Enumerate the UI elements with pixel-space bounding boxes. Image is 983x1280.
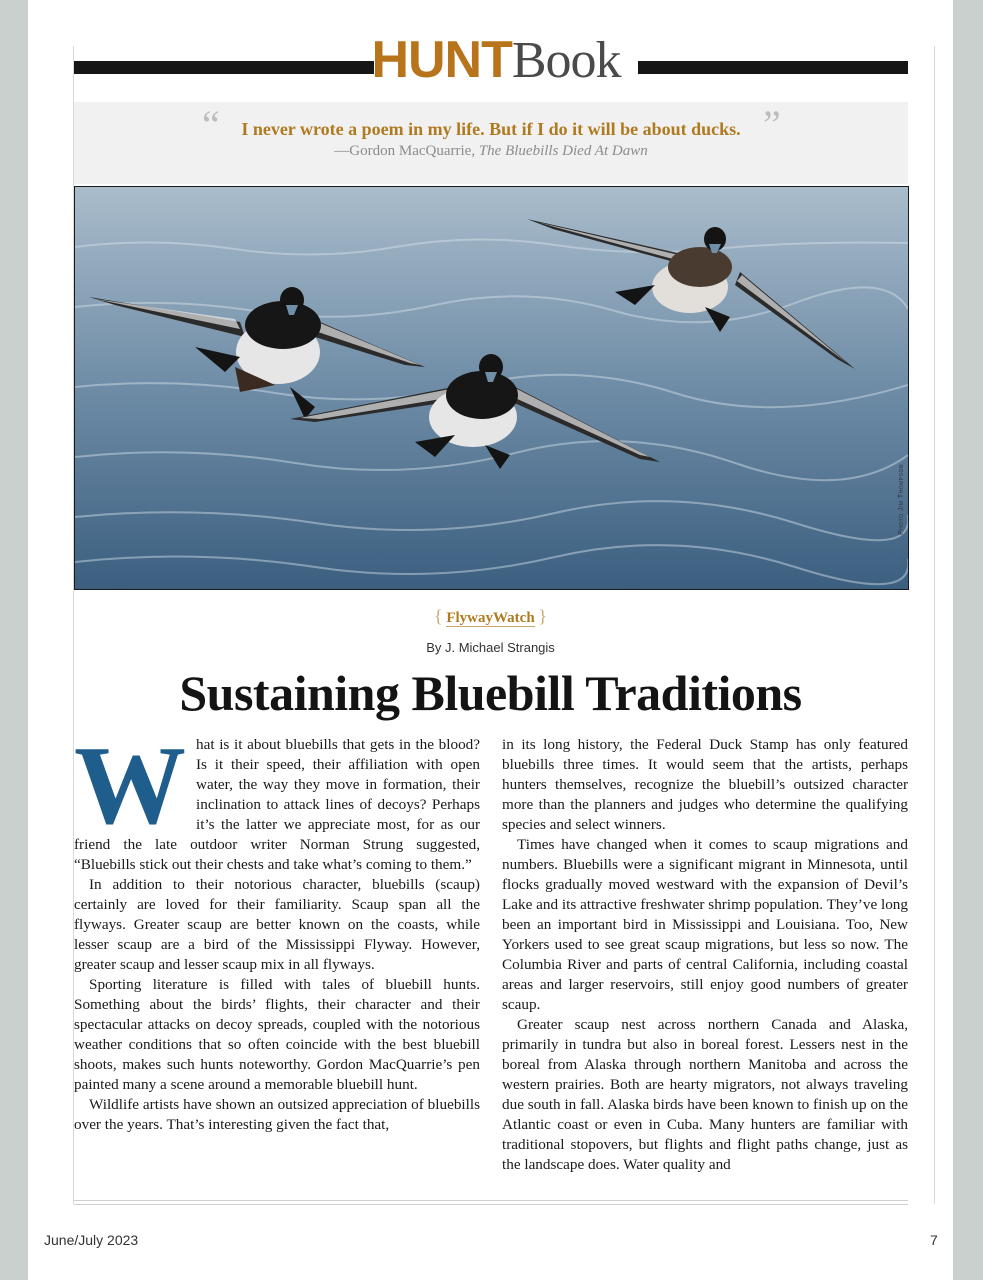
magazine-page: [28, 0, 953, 1280]
paragraph: [74, 724, 480, 875]
page-number: 7: [930, 1232, 938, 1248]
paragraph: In addition to their notorious character, bluebills (scaup) certainly are loved for their familiarity. Scaup span all the flyways. Greater scaup are better known on the coasts, while lesser scaup are a bird of the Mississippi Flyway. However, greater scaup and lesser scaup mix in all flyways.: [74, 876, 480, 973]
drop-cap: W: [74, 724, 186, 848]
quote-text: I never wrote a poem in my life. But if I do it will be about ducks.: [241, 119, 741, 139]
department-label: FlywayWatch: [446, 610, 535, 626]
article-column-right: [502, 735, 908, 1175]
pull-quote: [74, 102, 908, 184]
issue-date: June/July 2023: [44, 1232, 139, 1248]
department-tag: [28, 606, 953, 627]
paragraph: Greater scaup nest across northern Canada and Alaska, primarily in tundra but also in boreal forest. Lessers nest in the boreal from Alaska through northern Manitoba and across the western prairies. Both are hearty migrators, not always traveling due south in fall. Alaska birds have been known to finish up on the Atlantic coast or even in Cuba. Many hunters are familiar with traditional stopovers, but flights and flight paths change, just as the landscape does. Water quality and: [502, 1016, 908, 1173]
paragraph: Sporting literature is filled with tales of bluebill hunts. Something about the birds’ flights, their character and their spectacular attacks on decoy spreads, coupled with the notorious weather conditions that so often coincide with the best bluebill shoots, makes such hunts noteworthy. Gordon MacQuarrie’s pen painted many a scene around a memorable bluebill hunt.: [74, 976, 480, 1093]
paragraph: Times have changed when it comes to scaup migrations and numbers. Bluebills were a significant migrant in Minnesota, until flocks gradually moved westward with the expansion of Devil’s Lake and its attractive freshwater shrimp population. They’ve long been an important bird in Mississippi and Louisiana. Too, New Yorkers used to see great scaup migrations, but less so now. The Columbia River and parts of central California, including coastal areas and larger reservoirs, still enjoy good numbers of greater scaup.: [502, 836, 908, 1013]
paragraph: in its long history, the Federal Duck Stamp has only featured bluebills three times. It would seem that the artists, perhaps hunters themselves, recognize the bluebill’s outsized character more than the planners and judges who determine the qualifying species and select winners.: [502, 736, 908, 833]
masthead-title: [346, 30, 646, 91]
ducks-illustration: [75, 187, 908, 589]
dept-brace-open: {: [433, 606, 443, 626]
photo-credit: Photo Jim Thompson: [898, 464, 905, 535]
footer-rule: [74, 1200, 908, 1201]
dept-brace-close: }: [538, 606, 548, 626]
paragraph-text: hat is it about bluebills that gets in the blood? Is it their speed, their affiliation with open water, the way they move in formation, their inclination to attack lines of decoys? Perhaps it’s the latter we appreciate most, for as our friend the late outdoor writer Norman Strung suggested, “Bluebills stick out their chests and take what’s coming to them.”: [74, 736, 480, 873]
footer-rule: [74, 1204, 908, 1205]
quote-source-title: The Bluebills Died At Dawn: [478, 143, 648, 159]
masthead-bar-left: [74, 61, 374, 74]
masthead-hunt: HUNT: [371, 31, 512, 89]
paragraph: Wildlife artists have shown an outsized appreciation of bluebills over the years. That’s interesting given the fact that,: [74, 1096, 480, 1133]
hero-photo-bluebills: [74, 186, 909, 590]
byline: By J. Michael Strangis: [426, 640, 555, 655]
quote-author: —Gordon MacQuarrie,: [334, 143, 479, 159]
article-column-left: [74, 724, 480, 1135]
article-headline: Sustaining Bluebill Traditions: [179, 665, 802, 721]
masthead-bar-right: [638, 61, 908, 74]
quote-open-mark: “: [202, 102, 220, 147]
quote-attribution: [74, 143, 908, 160]
quote-close-mark: ”: [763, 102, 781, 147]
masthead-book: Book: [511, 32, 621, 89]
